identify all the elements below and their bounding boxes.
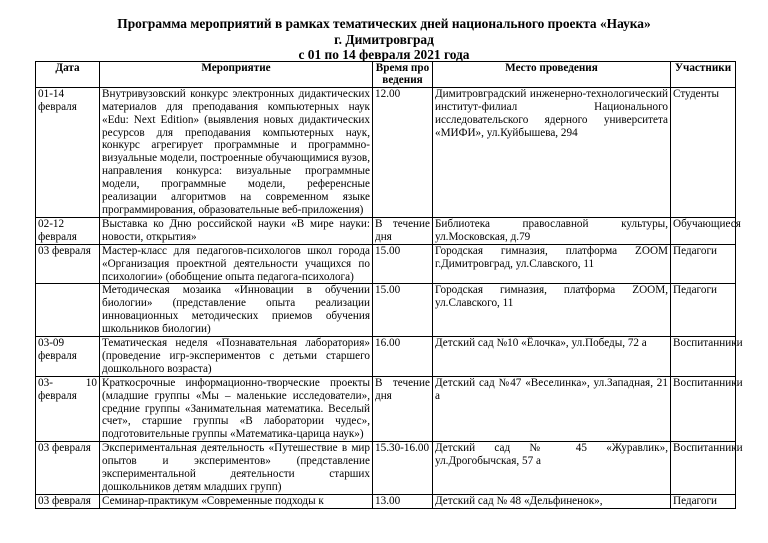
row-date: 03-09 февраля <box>36 337 100 377</box>
row-place: Детский сад № 45 «Журавлик», ул.Дрогобычская, 57 а <box>433 442 671 495</box>
row-time: 16.00 <box>373 337 433 377</box>
row-participants: Воспитанники <box>671 337 736 377</box>
events-table <box>35 61 743 509</box>
header-participants: Участники <box>671 62 736 88</box>
table-row <box>36 442 736 495</box>
row-date: 02-12 февраля <box>36 217 100 244</box>
row-participants: Педагоги <box>671 244 736 284</box>
table-row <box>36 244 736 284</box>
row-event: Краткосрочные информационно-творческие проекты (младшие группы «Мы – маленькие исследователи», средние группы «Занимательная математика. Веселый счет», старшие группы «В лаборатории чудес», подготовительные группы «Математика-царица наук») <box>100 376 373 442</box>
row-place: Димитровградский инженерно-технологический институт-филиал Национального исследовательского ядерного университета «МИФИ», ул.Куйбышева, 294 <box>433 87 671 217</box>
row-participants: Воспитанники <box>671 442 736 495</box>
row-place: Городская гимназия, платформа ZOOM, ул.Славского, 11 <box>433 284 671 337</box>
row-participants: Педагоги <box>671 284 736 337</box>
document-city: г. Димитровград <box>334 31 434 47</box>
row-event: Экспериментальная деятельность «Путешествие в мир опытов и экспериментов» (представление экспериментальной деятельности старших дошкольников детям младших групп) <box>100 442 373 495</box>
table-row <box>36 217 736 244</box>
row-date: 01-14 февраля <box>36 87 100 217</box>
row-event: Выставка ко Дню российской науки «В мире науки: новости, открытия» <box>100 217 373 244</box>
row-time: 12.00 <box>373 87 433 217</box>
row-time: 15.00 <box>373 284 433 337</box>
row-date: 03- 10 февраля <box>36 376 100 442</box>
document-title: Программа мероприятий в рамках тематических дней национального проекта «Наука» <box>117 16 651 31</box>
row-time: 13.00 <box>373 494 433 508</box>
row-time: 15.30-16.00 <box>373 442 433 495</box>
header-date: Дата <box>36 62 100 88</box>
row-date: 03 февраля <box>36 442 100 495</box>
row-participants: Обучающиеся <box>671 217 736 244</box>
document-title-block <box>0 16 768 63</box>
header-event: Мероприятие <box>100 62 373 88</box>
row-date <box>36 284 100 337</box>
row-participants: Педагоги <box>671 494 736 508</box>
row-place: Библиотека православной культуры, ул.Московская, д.79 <box>433 217 671 244</box>
table-row <box>36 284 736 337</box>
row-event: Семинар-практикум «Современные подходы к <box>100 494 373 508</box>
row-time: В течение дня <box>373 217 433 244</box>
table-row <box>36 337 736 377</box>
row-event: Мастер-класс для педагогов-психологов школ города «Организация проектной деятельности учащихся по психологии» (обобщение опыта педагога-психолога) <box>100 244 373 284</box>
document-period: с 01 по 14 февраля 2021 года <box>298 47 470 62</box>
row-participants: Студенты <box>671 87 736 217</box>
row-place: Городская гимназия, платформа ZOOM г.Димитровград, ул.Славского, 11 <box>433 244 671 284</box>
row-participants: Воспитанники <box>671 376 736 442</box>
header-time: Время проведения <box>373 62 433 88</box>
row-place: Детский сад № 48 «Дельфиненок», <box>433 494 671 508</box>
row-date: 03 февраля <box>36 244 100 284</box>
row-place: Детский сад №10 «Ёлочка», ул.Победы, 72 а <box>433 337 671 377</box>
row-event: Внутривузовский конкурс электронных дидактических материалов для преподавания компьютерных наук «Edu: Next Edition» (выявления новых дидактических ресурсов для преподавания компьютерных наук, конкурс агрегирует программные и программно-визуальные модели, построенные обучающимися вузов, направления конкурса: визуальные программные модели, программные модели, референсные реализации алгоритмов на современном языке программирования, образовательные веб-приложения) <box>100 87 373 217</box>
table-row <box>36 376 736 442</box>
row-event: Методическая мозаика «Инновации в обучении биологии» (представление опыта реализации инновационных методических приемов обучения школьников биологии) <box>100 284 373 337</box>
table-row <box>36 494 736 508</box>
row-place: Детский сад №47 «Веселинка», ул.Западная, 21 а <box>433 376 671 442</box>
row-event: Тематическая неделя «Познавательная лаборатория» (проведение игр-экспериментов с детьми старшего дошкольного возраста) <box>100 337 373 377</box>
header-place: Место проведения <box>433 62 671 88</box>
row-time: В течение дня <box>373 376 433 442</box>
table-header-row <box>36 62 736 88</box>
row-date: 03 февраля <box>36 494 100 508</box>
row-time: 15.00 <box>373 244 433 284</box>
table-row <box>36 87 736 217</box>
